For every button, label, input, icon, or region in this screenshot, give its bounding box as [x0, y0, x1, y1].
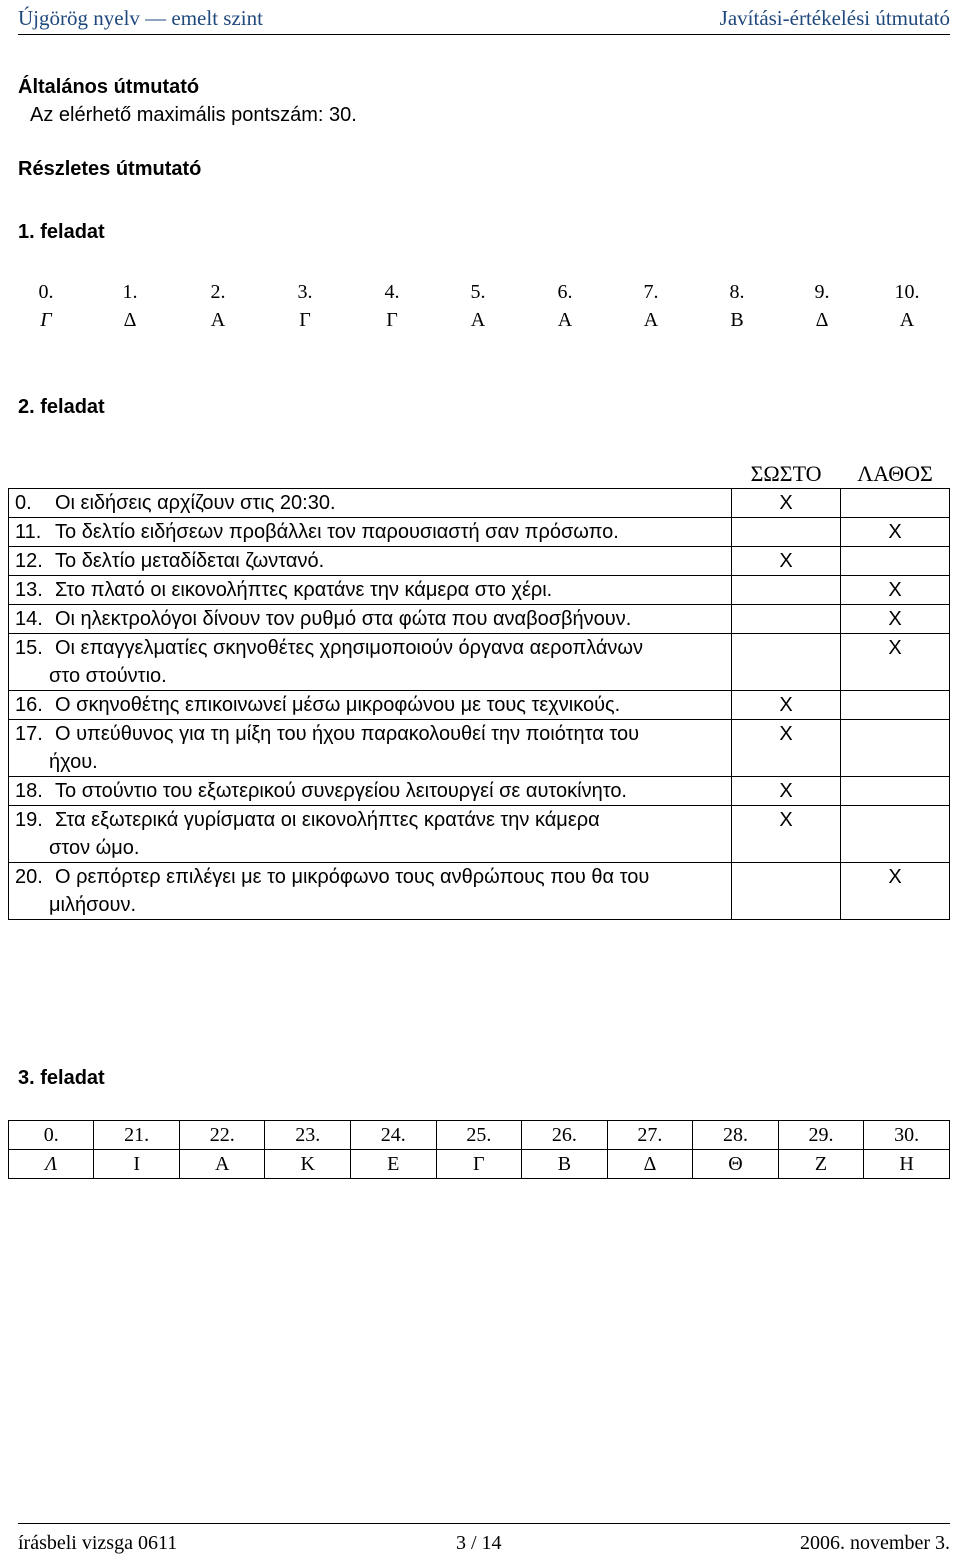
task1-answer: Δ	[815, 309, 829, 331]
task1-answer: Γ	[40, 309, 52, 331]
task1-number: 9.	[814, 281, 830, 303]
general-guide-title: Általános útmutató	[18, 76, 200, 98]
statement-number: 13.	[15, 579, 43, 601]
task3-number: 26.	[522, 1121, 608, 1150]
statement-text: Το δελτίο ειδήσεων προβάλλει τον παρουσιαστή σαν πρόσωπο.	[55, 521, 619, 543]
false-mark	[841, 806, 950, 863]
false-mark	[841, 720, 950, 777]
true-mark	[732, 518, 841, 547]
footer-date: 2006. november 3.	[800, 1532, 950, 1554]
table-row	[9, 691, 950, 720]
false-mark: X	[841, 576, 950, 605]
statement-number: 18.	[15, 780, 43, 802]
table-row	[9, 806, 950, 863]
statement-number: 17.	[15, 723, 43, 745]
task1-number: 7.	[643, 281, 659, 303]
true-mark: X	[732, 489, 841, 518]
true-mark: X	[732, 777, 841, 806]
false-mark	[841, 777, 950, 806]
task3-answer: Ε	[351, 1150, 437, 1179]
task3-number: 25.	[436, 1121, 522, 1150]
task3-number: 30.	[864, 1121, 950, 1150]
task3-number: 27.	[607, 1121, 693, 1150]
task1-number: 10.	[894, 281, 920, 303]
task1-answer: Α	[470, 309, 486, 331]
table-row	[9, 634, 950, 691]
header-subject: Újgörög nyelv — emelt szint	[18, 6, 263, 30]
page-footer	[18, 1523, 950, 1554]
statement-number: 14.	[15, 608, 43, 630]
max-score-text: Az elérhető maximális pontszám: 30.	[30, 104, 357, 126]
statement-number: 16.	[15, 694, 43, 716]
statement-text: Το στούντιο του εξωτερικού συνεργείου λειτουργεί σε αυτοκίνητο.	[55, 780, 627, 802]
task3-answer-table	[8, 1120, 950, 1179]
task3-number: 29.	[778, 1121, 864, 1150]
task1-number: 0.	[38, 281, 54, 303]
table-row	[9, 1150, 950, 1179]
task1-number: 6.	[557, 281, 573, 303]
statement-text: Ο σκηνοθέτης επικοινωνεί μέσω μικροφώνου με τους τεχνικούς.	[55, 694, 621, 716]
task3-answer: Α	[179, 1150, 265, 1179]
statement-text: Στα εξωτερικά γυρίσματα οι εικονολήπτες κρατάνε την κάμερα	[55, 809, 600, 831]
task1-number: 1.	[122, 281, 138, 303]
true-mark	[732, 576, 841, 605]
task3-answer: Η	[864, 1150, 950, 1179]
task3-number: 22.	[179, 1121, 265, 1150]
task3-number: 23.	[265, 1121, 351, 1150]
task1-answer: Δ	[123, 309, 137, 331]
page-header	[18, 4, 950, 35]
statement-text: Οι επαγγελματίες σκηνοθέτες χρησιμοποιούν όργανα αεροπλάνων	[55, 637, 644, 659]
table-row	[9, 518, 950, 547]
statement-text-continued: στον ώμο.	[49, 837, 140, 859]
table-row	[9, 605, 950, 634]
task3-answer: Β	[522, 1150, 608, 1179]
task3-answer: Γ	[436, 1150, 522, 1179]
table-header-row	[9, 452, 950, 489]
statement-text: Ο υπεύθυνος για τη μίξη του ήχου παρακολουθεί την ποιότητα του	[55, 723, 640, 745]
statement-number: 11.	[15, 521, 42, 543]
task3-answer: Θ	[693, 1150, 779, 1179]
task3-number: 24.	[351, 1121, 437, 1150]
task1-answers-row	[0, 309, 960, 337]
task1-number: 4.	[384, 281, 400, 303]
statement-number: 15.	[15, 637, 43, 659]
task3-answer: Λ	[9, 1150, 94, 1179]
footer-exam-code: írásbeli vizsga 0611	[18, 1532, 178, 1554]
false-mark: X	[841, 605, 950, 634]
false-mark: X	[841, 863, 950, 920]
statement-number: 20.	[15, 866, 43, 888]
true-mark: X	[732, 720, 841, 777]
task1-answer: Α	[899, 309, 915, 331]
col-false-header: ΛΑΘΟΣ	[841, 452, 950, 489]
footer-page-number: 3 / 14	[456, 1532, 502, 1554]
statement-text-continued: στο στούντιο.	[49, 665, 167, 687]
statement-text: Οι ηλεκτρολόγοι δίνουν τον ρυθμό στα φώτα που αναβοσβήνουν.	[55, 608, 632, 630]
task3-title: 3. feladat	[18, 1067, 105, 1089]
task3-number: 28.	[693, 1121, 779, 1150]
table-row	[9, 720, 950, 777]
statement-text-continued: ήχου.	[49, 751, 98, 773]
task1-answer: Α	[643, 309, 659, 331]
col-true-header: ΣΩΣΤΟ	[732, 452, 841, 489]
statement-number: 0.	[15, 492, 32, 514]
task3-answer: Ζ	[778, 1150, 864, 1179]
task1-answer: Β	[730, 309, 744, 331]
task1-number: 3.	[297, 281, 313, 303]
task1-answer: Α	[557, 309, 573, 331]
false-mark	[841, 547, 950, 576]
task1-number: 8.	[729, 281, 745, 303]
task3-number: 21.	[94, 1121, 180, 1150]
false-mark: X	[841, 518, 950, 547]
table-row	[9, 863, 950, 920]
task3-answer: Κ	[265, 1150, 351, 1179]
false-mark: X	[841, 634, 950, 691]
task1-answer: Α	[210, 309, 226, 331]
task3-answer: Δ	[607, 1150, 693, 1179]
statement-text: Στο πλατό οι εικονολήπτες κρατάνε την κάμερα στο χέρι.	[55, 579, 553, 601]
false-mark	[841, 691, 950, 720]
statement-text-continued: μιλήσουν.	[49, 894, 137, 916]
detailed-guide-title: Részletes útmutató	[18, 158, 202, 180]
table-row	[9, 576, 950, 605]
task1-answer: Γ	[386, 309, 398, 331]
statement-number: 19.	[15, 809, 43, 831]
statement-text: Οι ειδήσεις αρχίζουν στις 20:30.	[55, 492, 336, 514]
true-mark	[732, 605, 841, 634]
true-mark	[732, 863, 841, 920]
true-false-table	[8, 452, 950, 920]
false-mark	[841, 489, 950, 518]
table-row	[9, 489, 950, 518]
header-doc-type: Javítási-értékelési útmutató	[719, 6, 950, 30]
statement-text: Ο ρεπόρτερ επιλέγει με το μικρόφωνο τους ανθρώπους που θα του	[55, 866, 650, 888]
statement-text: Το δελτίο μεταδίδεται ζωντανό.	[55, 550, 325, 572]
task1-answer: Γ	[299, 309, 311, 331]
table-row	[9, 547, 950, 576]
task1-number: 5.	[470, 281, 486, 303]
true-mark	[732, 634, 841, 691]
task1-numbers-row	[0, 281, 960, 309]
task1-title: 1. feladat	[18, 221, 105, 243]
task1-number: 2.	[210, 281, 226, 303]
table-row	[9, 777, 950, 806]
true-mark: X	[732, 806, 841, 863]
task3-number: 0.	[9, 1121, 94, 1150]
table-row	[9, 1121, 950, 1150]
task3-answer: Ι	[94, 1150, 180, 1179]
true-mark: X	[732, 691, 841, 720]
statement-number: 12.	[15, 550, 43, 572]
task2-title: 2. feladat	[18, 396, 105, 418]
true-mark: X	[732, 547, 841, 576]
